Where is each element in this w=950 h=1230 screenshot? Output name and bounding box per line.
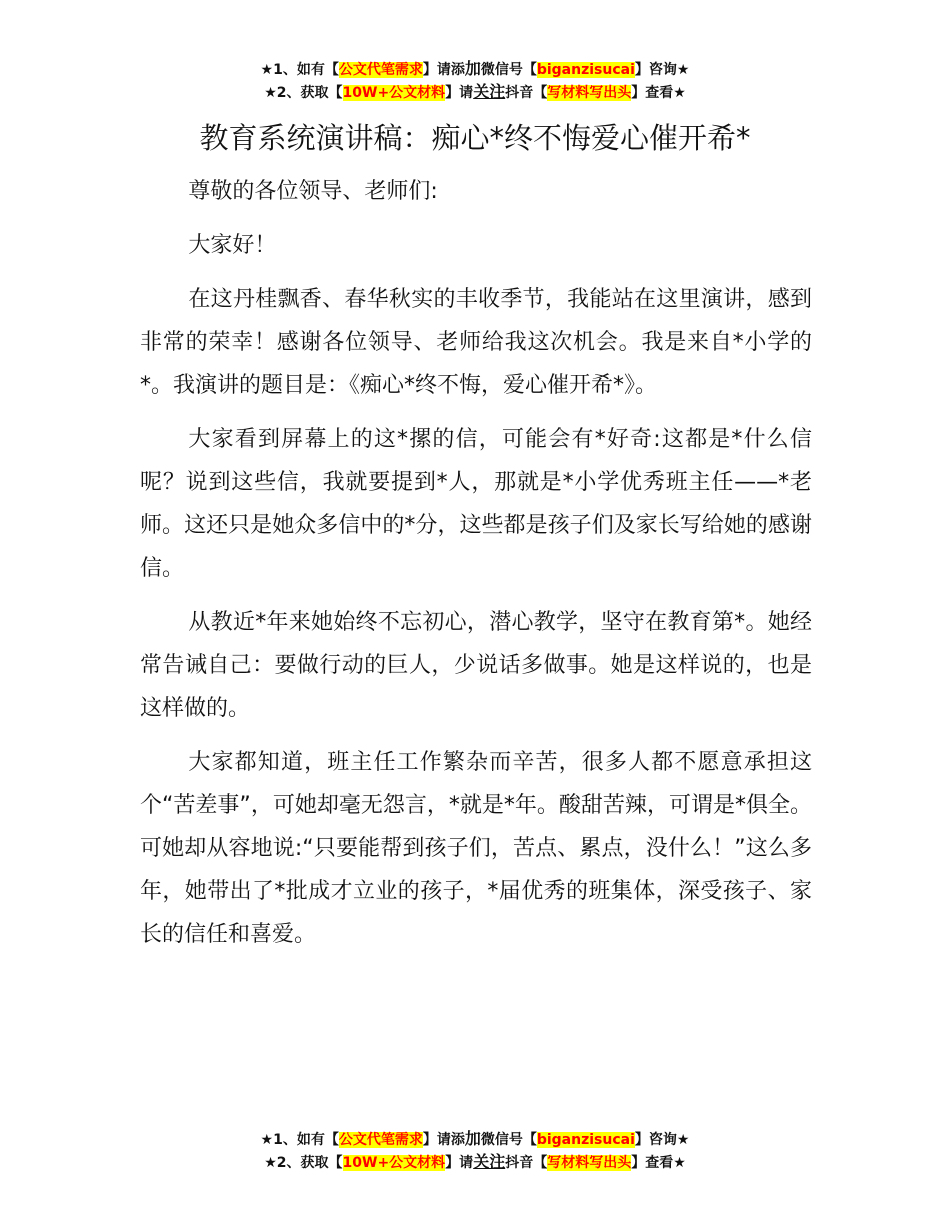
banner-text: ★1、如有【 <box>260 62 339 78</box>
body-paragraph: 大家看到屏幕上的这*摞的信，可能会有*好奇:这都是*什么信呢？说到这些信，我就要提到*人，那就是*小学优秀班主任——*老师。这还只是她众多信中的*分，这些都是孩子们及家长写给她的感谢信。 <box>140 427 812 581</box>
salutation: 尊敬的各位领导、老师们: <box>188 179 438 204</box>
banner-text: 】咨询★ <box>634 62 690 78</box>
greeting: 大家好！ <box>188 233 277 258</box>
banner-line-2 <box>0 81 950 104</box>
document-body <box>140 170 812 967</box>
banner-text: ★2、获取【 <box>264 1155 343 1171</box>
banner-text: 】咨询★ <box>634 1132 690 1148</box>
banner-emphasis: 加 <box>464 59 481 78</box>
body-paragraph: 大家都知道，班主任工作繁杂而辛苦，很多人都不愿意承担这个“苦差事”，可她却毫无怨言，*就是*年。酸甜苦辣，可谓是*俱全。可她却从容地说:“只要能帮到孩子们，苦点、累点，没什么！”这么多年，她带出了*批成才立业的孩子，*届优秀的班集体，深受孩子、家长的信任和喜爱。 <box>140 750 812 947</box>
banner-text: ★2、获取【 <box>264 85 343 101</box>
banner-emphasis: 关注 <box>473 1152 506 1171</box>
banner-line-2 <box>0 1151 950 1174</box>
banner-text: 】请 <box>445 85 474 101</box>
banner-text: 抖音【 <box>505 1155 548 1171</box>
body-paragraph: 在这丹桂飘香、春华秋实的丰收季节，我能站在这里演讲，感到非常的荣幸！感谢各位领导、老师给我这次机会。我是来自*小学的*。我演讲的题目是：《痴心*终不悔，爱心催开希*》。 <box>140 287 812 398</box>
highlight-materials: 10W+公文材料 <box>342 1155 446 1171</box>
banner-text: 微信号【 <box>480 62 537 78</box>
banner-text: 抖音【 <box>505 85 548 101</box>
highlight-service: 公文代笔需求 <box>338 62 423 78</box>
banner-text: 】查看★ <box>631 85 686 101</box>
banner-emphasis: 加 <box>464 1129 481 1148</box>
document-title: 教育系统演讲稿：痴心*终不悔爱心催开希* <box>199 121 751 155</box>
highlight-materials: 10W+公文材料 <box>342 85 446 101</box>
banner-line-1 <box>0 58 950 81</box>
body-paragraph: 从教近*年来她始终不忘初心，潜心教学，坚守在教育第*。她经常告诫自己：要做行动的巨人，少说话多做事。她是这样说的，也是这样做的。 <box>140 610 812 721</box>
banner-text: 】请添 <box>422 1132 465 1148</box>
banner-line-1 <box>0 1128 950 1151</box>
highlight-douyin-account: 写材料写出头 <box>547 85 632 101</box>
highlight-service: 公文代笔需求 <box>338 1132 423 1148</box>
footer-banner <box>0 1128 950 1174</box>
banner-text: 】请添 <box>422 62 465 78</box>
banner-text: ★1、如有【 <box>260 1132 339 1148</box>
highlight-wechat-id: biganzisucai <box>536 1132 635 1148</box>
highlight-wechat-id: biganzisucai <box>536 62 635 78</box>
header-banner <box>0 58 950 104</box>
banner-text: 】请 <box>445 1155 474 1171</box>
banner-emphasis: 关注 <box>473 82 506 101</box>
banner-text: 微信号【 <box>480 1132 537 1148</box>
banner-text: 】查看★ <box>631 1155 686 1171</box>
highlight-douyin-account: 写材料写出头 <box>547 1155 632 1171</box>
